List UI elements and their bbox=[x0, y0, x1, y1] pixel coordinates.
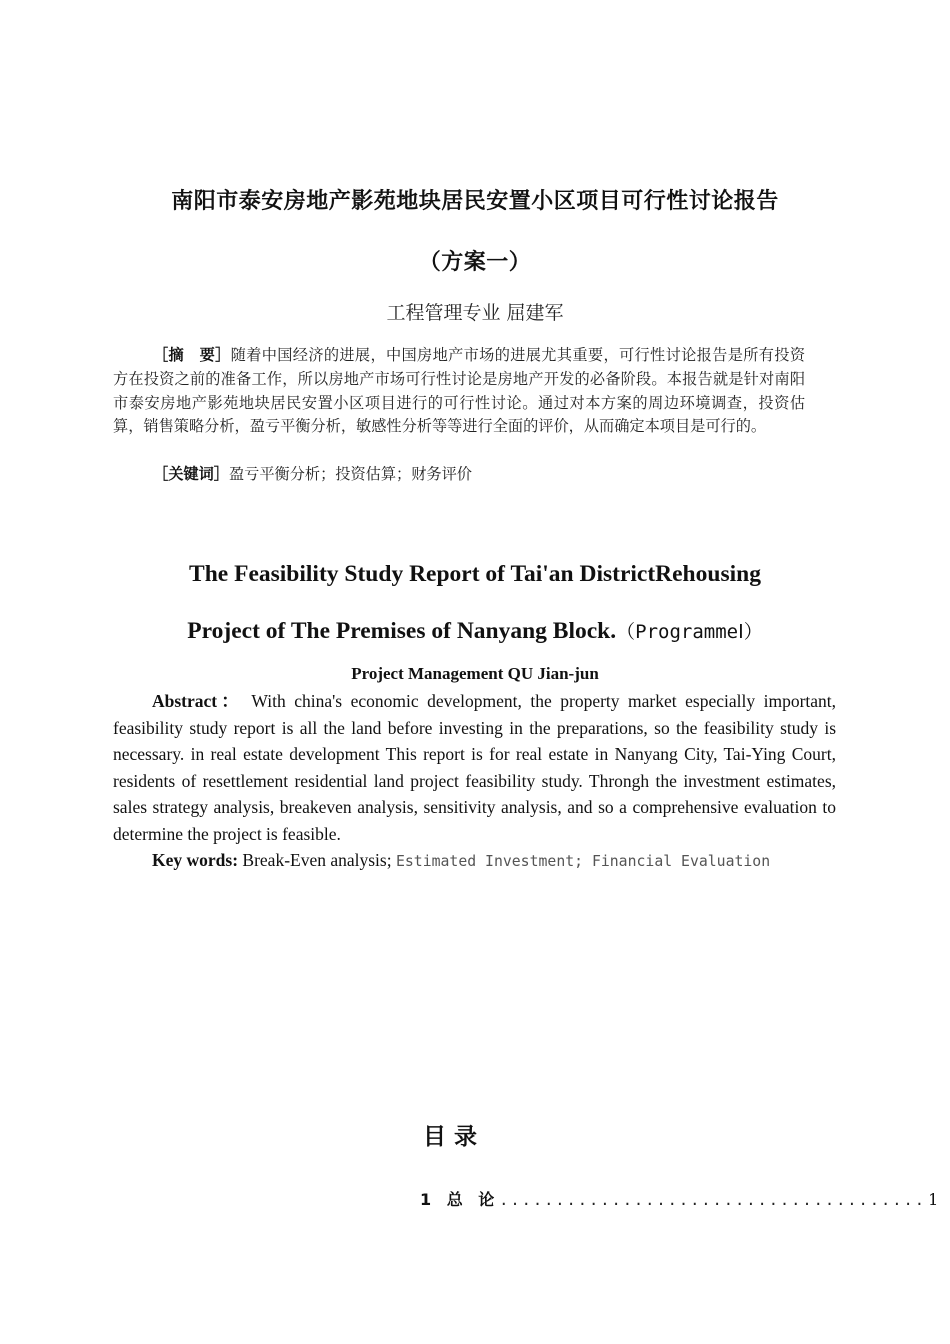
english-keywords-text-mono: Estimated Investment; Financial Evaluation bbox=[395, 853, 771, 870]
toc-entry[interactable] bbox=[420, 1187, 939, 1210]
english-author-line: Project Management QU Jian-jun bbox=[351, 664, 599, 683]
english-keywords bbox=[152, 847, 852, 875]
chinese-title-subtitle: （方案一） bbox=[418, 250, 532, 275]
chinese-abstract-text: 随着中国经济的进展，中国房地产市场的进展尤其重要，可行性讨论报告是所有投资方在投资之前的准备工作，所以房地产市场可行性讨论是房地产开发的必备阶段。本报告就是针对南阳市泰安房地产影苑地块居民安置小区项目进行的可行性讨论。通过对本方案的周边环境调查，投资估算，销售策略分析，盈亏平衡分析，敏感性分析等等进行全面的评价，从而确定本项目是可行的。 bbox=[113, 346, 806, 436]
english-title-programme: （ProgrammeⅠ） bbox=[616, 621, 763, 643]
english-title: The Feasibility Study Report of Tai'an DistrictRehousing bbox=[189, 561, 761, 587]
toc-entry-label: 1 总 论 bbox=[420, 1190, 500, 1209]
toc-entry-page-number: 1 bbox=[928, 1190, 939, 1209]
chinese-keywords-text: 盈亏平衡分析；投资估算；财务评价 bbox=[228, 465, 472, 483]
chinese-keywords bbox=[153, 463, 833, 486]
toc-title: 目录 bbox=[423, 1124, 485, 1150]
english-abstract-label: Abstract： bbox=[152, 691, 243, 711]
english-abstract-text: With china's economic development, the property market especially important, feasibility study report is all the land before investing in the preparations, so the feasibility study is necessary. in real estate development This report is for real estate in Nanyang City, Tai-Ying Court, residents of resettlement residential land project feasibility study. Throngh the investment estimates, sales strategy analysis, breakeven analysis, sensitivity analysis, and so a comprehensive evaluation to determine the project is feasible. bbox=[113, 691, 837, 844]
english-keywords-text: Break-Even analysis; bbox=[242, 850, 392, 870]
toc-entry-leader-dots: ...................................... bbox=[499, 1191, 927, 1209]
english-title-line2 bbox=[0, 617, 950, 645]
english-abstract bbox=[113, 688, 836, 847]
chinese-keywords-label: ［关键词］ bbox=[153, 465, 229, 483]
english-title-line2-text: Project of The Premises of Nanyang Block. bbox=[187, 618, 617, 644]
chinese-abstract-label: ［摘 要］ bbox=[153, 346, 231, 364]
chinese-abstract bbox=[113, 344, 805, 439]
english-keywords-label: Key words: bbox=[152, 850, 239, 870]
chinese-author-line: 工程管理专业 屈建军 bbox=[386, 302, 564, 324]
chinese-title: 南阳市泰安房地产影苑地块居民安置小区项目可行性讨论报告 bbox=[171, 189, 779, 214]
